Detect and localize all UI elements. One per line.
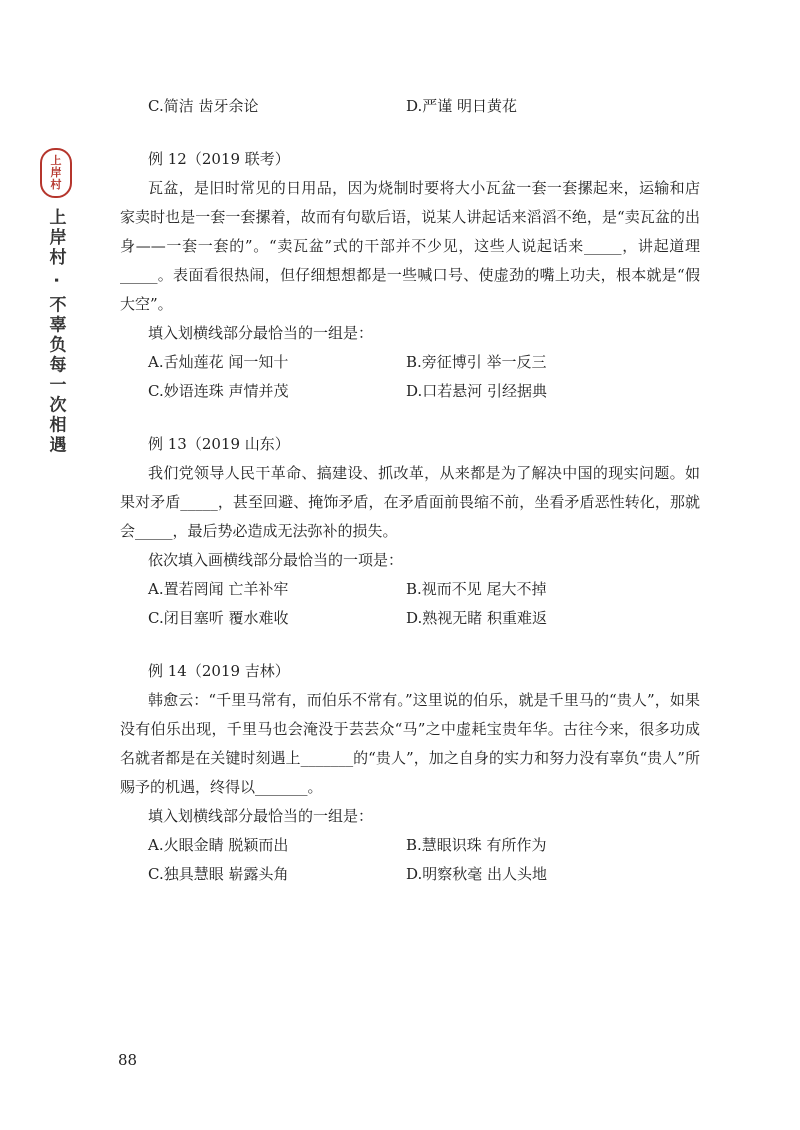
option-a: A.置若罔闻 亡羊补牢 [148,580,289,598]
sidebar-slogan: 上岸村 · 不辜负每一次相遇 [45,208,66,456]
option-d: D.熟视无睹 积重难返 [406,609,548,627]
example-label: 例 13（2019 山东） [148,435,290,453]
example-paragraph: 韩愈云：“千里马常有，而伯乐不常有。”这里说的伯乐，就是千里马的“贵人”，如果没有伯乐出现，千里马也会淹没于芸芸众“马”之中虚耗宝贵年华。古往今来，很多功成名就者都是在关键时刻遇上_______的“贵人”，加之自身的实力和努力没有辜负“贵人”所赐予的机遇，终得以_______。 [120,691,700,796]
page-content [120,92,700,913]
option-d: D.明察秋毫 出人头地 [406,865,548,883]
option-c: C.简洁 齿牙余论 [148,97,259,115]
example-14 [120,657,700,889]
example-label: 例 14（2019 吉林） [148,662,290,680]
option-list [120,575,700,633]
sidebar [36,148,76,455]
question-prompt: 填入划横线部分最恰当的一组是： [148,807,374,825]
top-options-block [120,92,700,121]
question-prompt: 填入划横线部分最恰当的一组是： [148,324,374,342]
example-12 [120,145,700,406]
option-b: B.旁征博引 举一反三 [406,353,547,371]
option-d: D.口若悬河 引经据典 [406,382,548,400]
option-list [120,831,700,889]
option-b: B.慧眼识珠 有所作为 [406,836,547,854]
option-d: D.严谨 明日黄花 [406,97,518,115]
option-c: C.妙语连珠 声情并茂 [148,382,289,400]
option-list [120,348,700,406]
option-c: C.闭目塞听 覆水难收 [148,609,289,627]
example-paragraph: 瓦盆，是旧时常见的日用品，因为烧制时要将大小瓦盆一套一套摞起来，运输和店家卖时也是一套一套摞着，故而有句歇后语，说某人讲起话来滔滔不绝，是“卖瓦盆的出身——一套一套的”。“卖瓦盆”式的干部并不少见，这些人说起话来_____，讲起道理_____。表面看很热闹，但仔细想想都是一些喊口号、使虚劲的嘴上功夫，根本就是“假大空”。 [120,179,700,313]
example-paragraph: 我们党领导人民干革命、搞建设、抓改革，从来都是为了解决中国的现实问题。如果对矛盾_____，甚至回避、掩饰矛盾，在矛盾面前畏缩不前，坐看矛盾恶性转化，那就会_____，最后势必造成无法弥补的损失。 [120,464,700,540]
option-a: A.舌灿莲花 闻一知十 [148,353,289,371]
option-list [120,92,700,121]
example-label: 例 12（2019 联考） [148,150,290,168]
question-prompt: 依次填入画横线部分最恰当的一项是： [148,551,404,569]
page-number: 88 [118,1051,138,1069]
option-a: A.火眼金睛 脱颖而出 [148,836,289,854]
option-b: B.视而不见 尾大不掉 [406,580,547,598]
example-13 [120,430,700,633]
seal-logo: 上 岸 村 [40,148,72,198]
option-c: C.独具慧眼 崭露头角 [148,865,289,883]
